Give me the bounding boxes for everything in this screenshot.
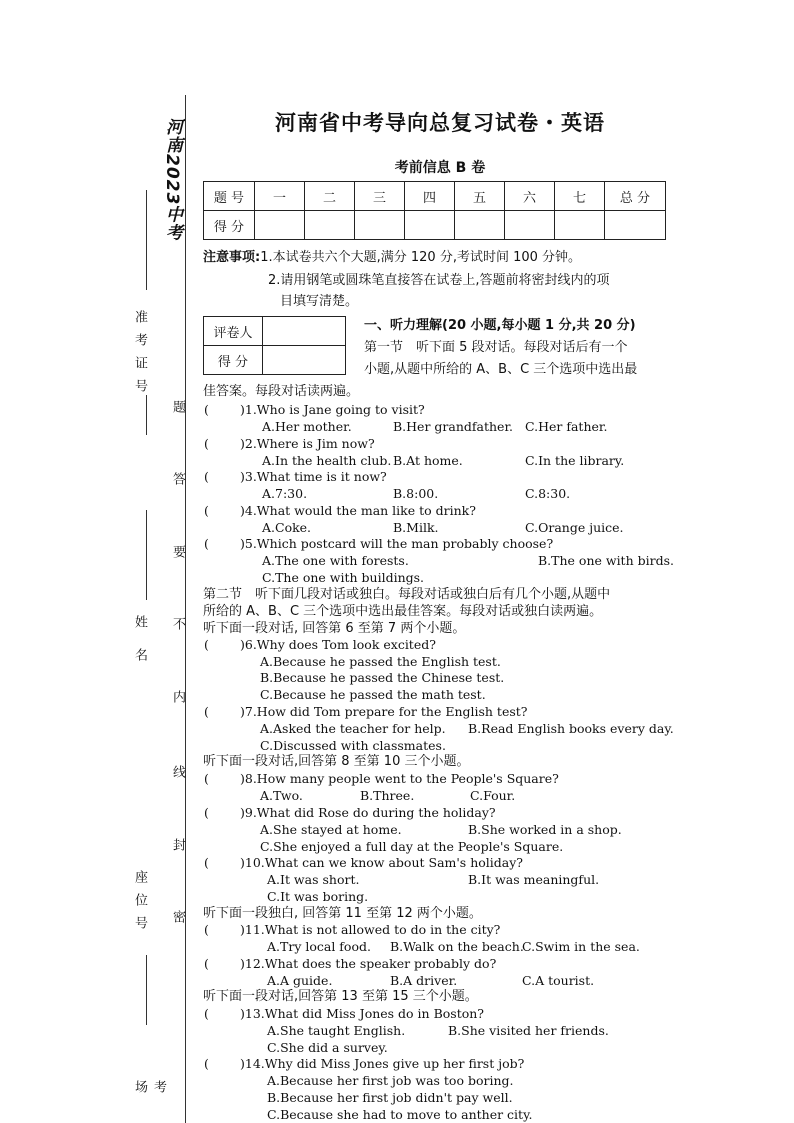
seal-char: 答 — [170, 472, 185, 487]
option-b: B.She worked in a shop. — [468, 822, 622, 837]
option-b: B.At home. — [393, 453, 463, 468]
option-c: C.Swim in the sea. — [522, 939, 640, 954]
option-a: A.Because her first job was too boring. — [267, 1073, 514, 1088]
score-row-label: 得 分 — [204, 211, 255, 240]
option-b: B.A driver. — [390, 973, 458, 988]
question-stem: )7.How did Tom prepare for the English test? — [240, 704, 528, 719]
option-c: C.Because he passed the math test. — [260, 687, 486, 702]
option-c: C.Orange juice. — [525, 520, 624, 535]
option-b: B.Milk. — [393, 520, 439, 535]
seal-char: 线 — [170, 765, 185, 780]
answer-paren[interactable]: ( — [204, 436, 209, 451]
id-underline-2 — [146, 395, 147, 435]
score-header-cell: 三 — [355, 182, 405, 211]
option-c: C.Her father. — [525, 419, 608, 434]
score-cell[interactable] — [605, 211, 666, 240]
option-b: B.She visited her friends. — [448, 1023, 609, 1038]
answer-paren[interactable]: ( — [204, 922, 209, 937]
option-a: A.A guide. — [267, 973, 333, 988]
answer-paren[interactable]: ( — [204, 1006, 209, 1021]
group-instruction: 听下面一段对话, 回答第 6 至第 7 两个小题。 — [203, 621, 466, 636]
option-c: C.She enjoyed a full day at the People's Square. — [260, 839, 564, 854]
answer-paren[interactable]: ( — [204, 536, 209, 551]
notes-text: 1.本试卷共六个大题,满分 120 分,考试时间 100 分钟。 — [260, 250, 582, 265]
part1-intro: 佳答案。每段对话读两遍。 — [203, 384, 360, 399]
option-b: B.Walk on the beach. — [390, 939, 524, 954]
option-b: B.Read English books every day. — [468, 721, 674, 736]
seal-char: 题 — [170, 400, 185, 415]
question-stem: )13.What did Miss Jones do in Boston? — [240, 1006, 485, 1021]
answer-paren[interactable]: ( — [204, 469, 209, 484]
group-instruction: 听下面一段独白, 回答第 11 至第 12 两个小题。 — [203, 906, 482, 921]
question-stem: )5.Which postcard will the man probably choose? — [240, 536, 554, 551]
grader-cell[interactable] — [263, 317, 346, 346]
question-stem: )12.What does the speaker probably do? — [240, 956, 497, 971]
option-b: B.8:00. — [393, 486, 439, 501]
option-a: A.Her mother. — [262, 419, 352, 434]
score-header-cell: 六 — [505, 182, 555, 211]
score-cell[interactable] — [505, 211, 555, 240]
question-stem: )6.Why does Tom look excited? — [240, 637, 436, 652]
grader-label: 评卷人 — [204, 317, 263, 346]
group-instruction: 听下面一段对话,回答第 8 至第 10 三个小题。 — [203, 754, 470, 769]
answer-paren[interactable]: ( — [204, 956, 209, 971]
option-c: C.A tourist. — [522, 973, 595, 988]
part2-intro: 第二节 听下面几段对话或独白。每段对话或独白后有几个小题,从题中 — [203, 587, 611, 602]
question-stem: )1.Who is Jane going to visit? — [240, 402, 425, 417]
option-a: A.In the health club. — [262, 453, 392, 468]
score-cell[interactable] — [355, 211, 405, 240]
option-a: A.Two. — [260, 788, 303, 803]
score-cell[interactable] — [305, 211, 355, 240]
score-header-cell: 七 — [555, 182, 605, 211]
answer-paren[interactable]: ( — [204, 637, 209, 652]
option-c: C.The one with buildings. — [262, 570, 425, 585]
option-a: A.Asked the teacher for help. — [260, 721, 446, 736]
seal-char: 不 — [170, 617, 185, 632]
option-b: B.Because her first job didn't pay well. — [267, 1090, 513, 1105]
part1-intro: 第一节 听下面 5 段对话。每段对话后有一个 — [364, 340, 628, 355]
seat-label: 座位号 — [132, 870, 147, 939]
page-subtitle: 考前信息 B 卷 — [394, 160, 486, 176]
answer-paren[interactable]: ( — [204, 704, 209, 719]
group-instruction: 听下面一段对话,回答第 13 至第 15 三个小题。 — [203, 989, 478, 1004]
part1-intro: 小题,从题中所给的 A、B、C 三个选项中选出最 — [364, 362, 638, 377]
binding-line — [185, 95, 186, 1123]
option-a: A.She stayed at home. — [260, 822, 402, 837]
answer-paren[interactable]: ( — [204, 1056, 209, 1071]
grader-cell[interactable] — [263, 346, 346, 375]
score-header-cell: 总 分 — [605, 182, 666, 211]
score-cell[interactable] — [555, 211, 605, 240]
option-b: B.The one with birds. — [538, 553, 674, 568]
id-underline — [146, 190, 147, 290]
id-label: 准考证号 — [132, 310, 147, 402]
score-table — [203, 181, 666, 240]
score-cell[interactable] — [255, 211, 305, 240]
score-cell[interactable] — [405, 211, 455, 240]
option-a: A.Because he passed the English test. — [260, 654, 501, 669]
option-c: C.She did a survey. — [267, 1040, 388, 1055]
answer-paren[interactable]: ( — [204, 503, 209, 518]
option-c: C.In the library. — [525, 453, 625, 468]
notes-label: 注意事项: — [203, 250, 261, 265]
grader-table — [203, 316, 346, 375]
name-underline — [146, 510, 147, 600]
seal-char: 密 — [170, 910, 185, 925]
option-a: A.It was short. — [267, 872, 360, 887]
option-c: C.Discussed with classmates. — [260, 738, 446, 753]
question-stem: )11.What is not allowed to do in the city? — [240, 922, 501, 937]
option-c: C.Four. — [470, 788, 516, 803]
option-c: C.8:30. — [525, 486, 571, 501]
notes-line-1 — [203, 250, 581, 266]
score-header-cell: 题 号 — [204, 182, 255, 211]
option-a: A.7:30. — [262, 486, 308, 501]
page-title: 河南省中考导向总复习试卷・英语 — [275, 111, 605, 135]
section-heading: 一、听力理解(20 小题,每小题 1 分,共 20 分) — [364, 318, 636, 333]
score-header-cell: 一 — [255, 182, 305, 211]
answer-paren[interactable]: ( — [204, 855, 209, 870]
side-mark: 河南2023中考 — [162, 118, 182, 242]
option-b: B.Three. — [360, 788, 415, 803]
answer-paren[interactable]: ( — [204, 805, 209, 820]
option-a: A.She taught English. — [267, 1023, 406, 1038]
question-stem: )14.Why did Miss Jones give up her first job? — [240, 1056, 525, 1071]
room-label: 考场 — [132, 1080, 166, 1115]
grader-label: 得 分 — [204, 346, 263, 375]
score-header-cell: 四 — [405, 182, 455, 211]
option-a: A.Try local food. — [267, 939, 371, 954]
notes-line-2: 2.请用钢笔或圆珠笔直接答在试卷上,答题前将密封线内的项 — [268, 273, 610, 288]
score-header-cell: 二 — [305, 182, 355, 211]
option-c: C.Because she had to move to anther city. — [267, 1107, 533, 1122]
option-c: C.It was boring. — [267, 889, 369, 904]
question-stem: )10.What can we know about Sam's holiday? — [240, 855, 523, 870]
option-a: A.Coke. — [262, 520, 312, 535]
option-a: A.The one with forests. — [262, 553, 409, 568]
answer-paren[interactable]: ( — [204, 771, 209, 786]
seal-char: 要 — [170, 545, 185, 560]
score-cell[interactable] — [455, 211, 505, 240]
seal-char: 内 — [170, 690, 185, 705]
score-header-cell: 五 — [455, 182, 505, 211]
option-b: B.Her grandfather. — [393, 419, 514, 434]
option-b: B.It was meaningful. — [468, 872, 600, 887]
name-label: 姓名 — [132, 615, 147, 681]
option-b: B.Because he passed the Chinese test. — [260, 670, 505, 685]
answer-paren[interactable]: ( — [204, 402, 209, 417]
question-stem: )3.What time is it now? — [240, 469, 387, 484]
seat-underline — [146, 955, 147, 1025]
part2-intro: 所给的 A、B、C 三个选项中选出最佳答案。每段对话或独白读两遍。 — [203, 604, 603, 619]
question-stem: )9.What did Rose do during the holiday? — [240, 805, 496, 820]
question-stem: )2.Where is Jim now? — [240, 436, 375, 451]
question-stem: )4.What would the man like to drink? — [240, 503, 476, 518]
seal-char: 封 — [170, 838, 185, 853]
notes-line-3: 目填写清楚。 — [280, 294, 359, 309]
question-stem: )8.How many people went to the People's Square? — [240, 771, 559, 786]
